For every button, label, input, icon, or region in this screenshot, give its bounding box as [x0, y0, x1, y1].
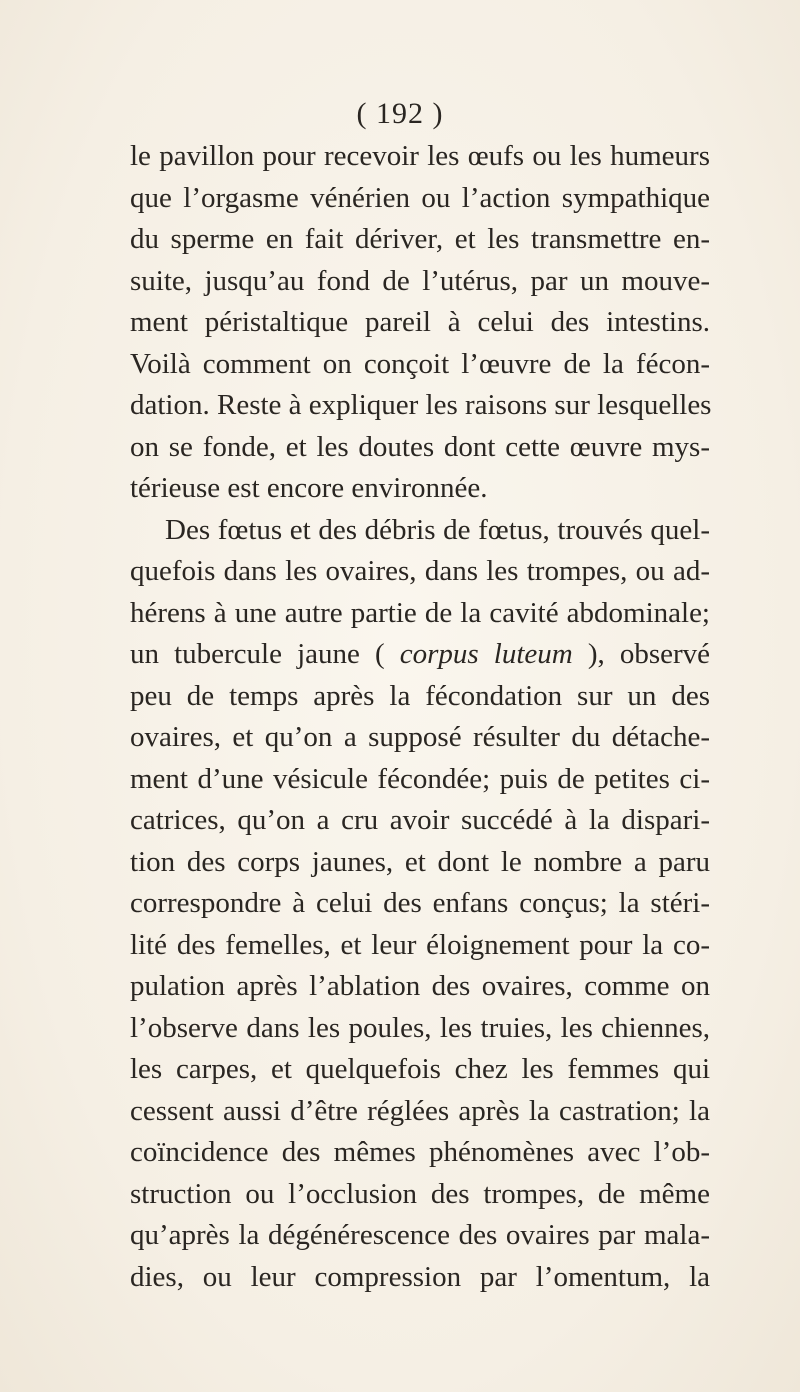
page-number: ( 192 ) [356, 97, 444, 130]
text-line [130, 634, 710, 676]
text-line: peu de temps après la fécondation sur un des [130, 679, 710, 712]
text-line: suite, jusqu’au fond de l’utérus, par un mouve- [130, 264, 710, 297]
text-line: correspondre à celui des enfans conçus; la stéri- [130, 887, 710, 919]
text-line: ment péristaltique pareil à celui des intestins. [130, 306, 710, 338]
text-line: on se fonde, et les doutes dont cette œuvre mys- [130, 430, 710, 463]
paragraph [130, 136, 710, 510]
text-line: les carpes, et quelquefois chez les femmes qui [130, 1053, 710, 1085]
text-segment: un tubercule jaune ( [130, 638, 400, 670]
text-line: Des fœtus et des débris de fœtus, trouvés quel- [165, 513, 710, 546]
text-line: hérens à une autre partie de la cavité abdominale; [130, 596, 710, 629]
text-line: dation. Reste à expliquer les raisons sur lesquelles [130, 389, 712, 421]
text-line: coïncidence des mêmes phénomènes avec l’ob- [130, 1136, 710, 1168]
text-line: ovaires, et qu’on a supposé résulter du détache- [130, 721, 710, 753]
text-line: tion des corps jaunes, et dont le nombre a paru [130, 845, 710, 878]
latin-term: corpus luteum [399, 638, 573, 670]
text-line: dies, ou leur compression par l’omentum, la [130, 1260, 710, 1293]
text-line: du sperme en fait dériver, et les transmettre en- [130, 223, 710, 255]
text-line: Voilà comment on conçoit l’œuvre de la fécon- [130, 347, 710, 380]
text-line: pulation après l’ablation des ovaires, comme on [130, 970, 710, 1002]
text-line: struction ou l’occlusion des trompes, de même [130, 1177, 710, 1210]
text-line: cessent aussi d’être réglées après la castration; la [130, 1094, 710, 1127]
text-line: que l’orgasme vénérien ou l’action sympathique [130, 181, 710, 214]
text-line: lité des femelles, et leur éloignement pour la co- [130, 928, 710, 961]
text-line: térieuse est encore environnée. [130, 472, 488, 504]
text-line: ment d’une vésicule fécondée; puis de petites ci- [130, 762, 710, 795]
text-line: l’observe dans les poules, les truies, les chiennes, [130, 1011, 710, 1044]
text-line: le pavillon pour recevoir les œufs ou les humeurs [130, 140, 710, 172]
text-line: quefois dans les ovaires, dans les trompes, ou ad- [130, 555, 710, 587]
body-text [130, 136, 710, 1298]
text-line: catrices, qu’on a cru avoir succédé à la dispari- [130, 804, 710, 836]
paragraph [130, 510, 710, 1299]
text-segment: ), observé [572, 638, 711, 670]
text-line: qu’après la dégénérescence des ovaires par mala- [130, 1219, 710, 1251]
